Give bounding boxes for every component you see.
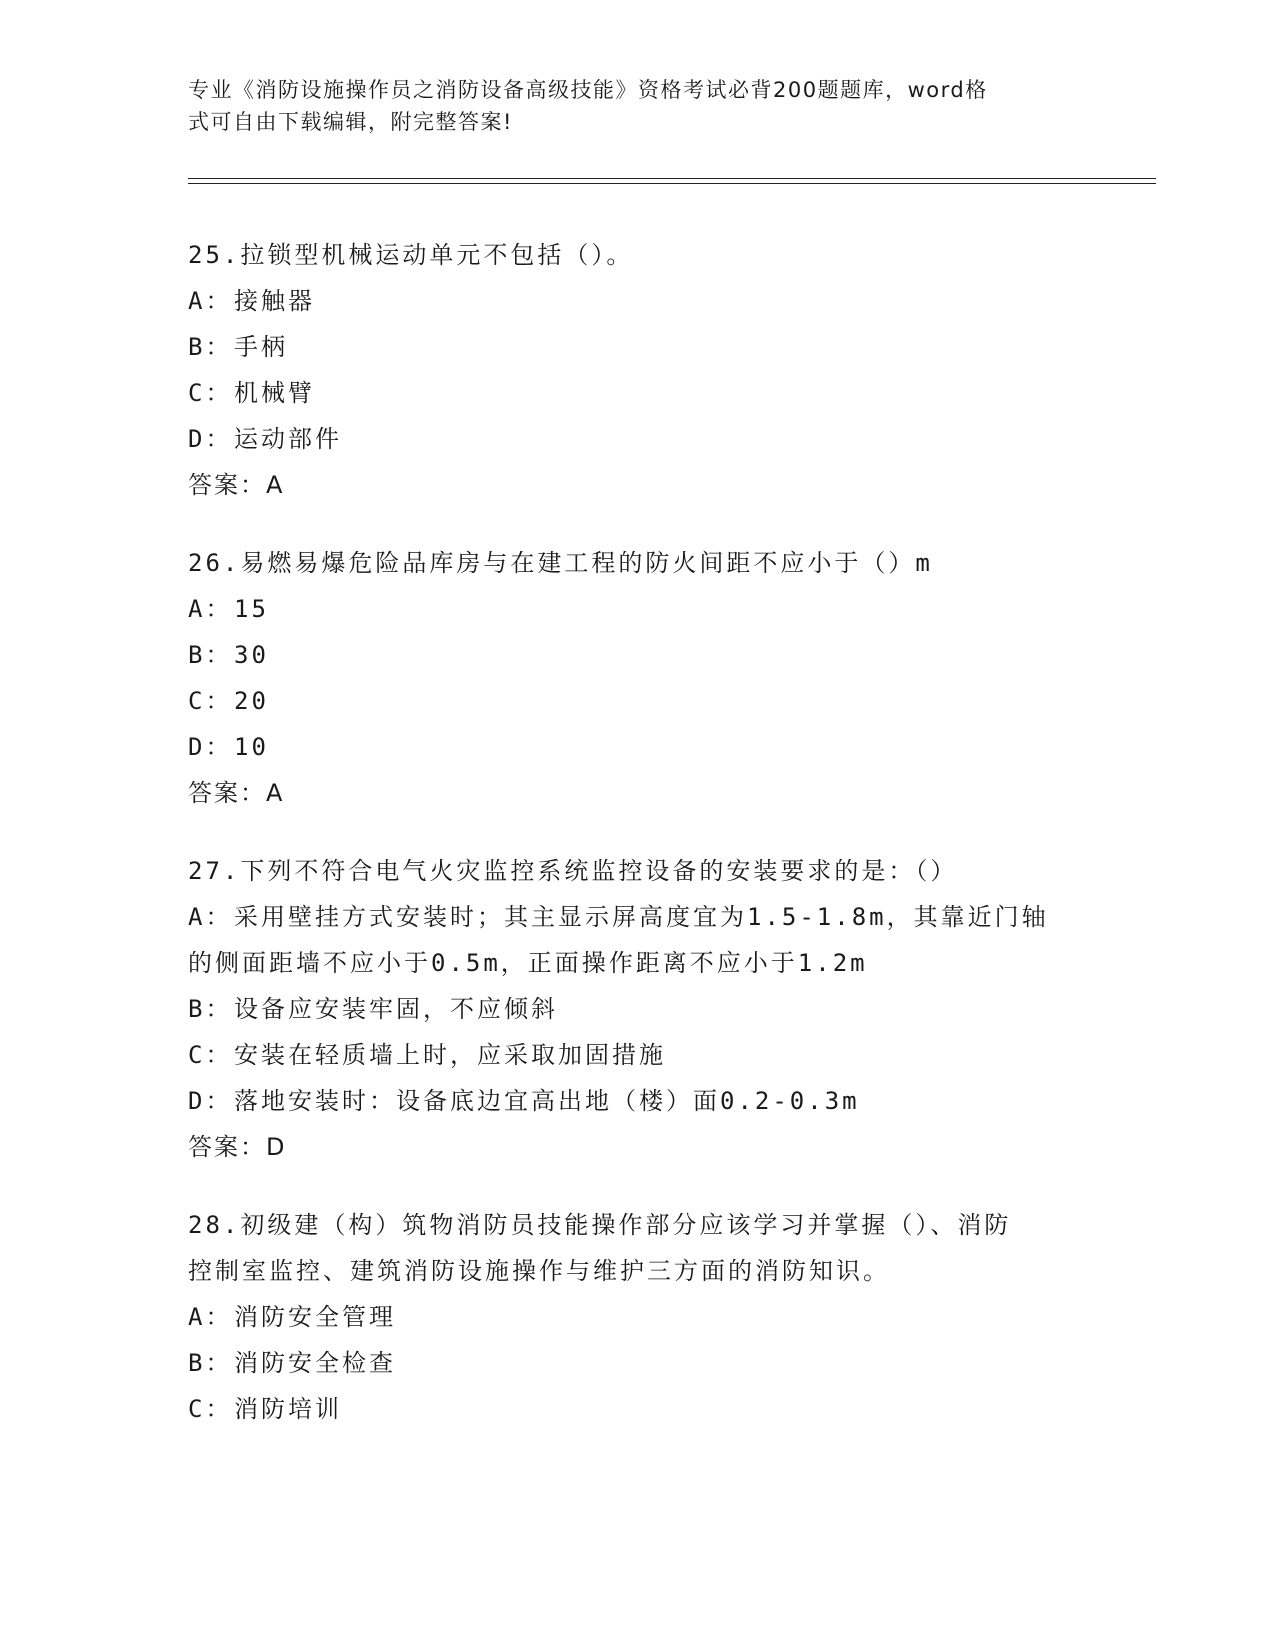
- option-text: 30: [234, 641, 269, 669]
- option-text: 采用壁挂方式安装时；其主显示屏高度宜为1.5-1.8m，其靠近门轴: [234, 903, 1049, 931]
- answer-option: [188, 1340, 1088, 1386]
- answer-option: [188, 986, 1088, 1032]
- option-text: 的侧面距墙不应小于0.5m，正面操作距离不应小于1.2m: [188, 949, 868, 977]
- question-item: [188, 540, 1088, 816]
- option-key: A：: [188, 903, 233, 931]
- option-key: C：: [188, 687, 233, 715]
- answer-option: [188, 1386, 1088, 1432]
- answer-option: [188, 724, 1088, 770]
- option-text: 手柄: [234, 333, 288, 361]
- option-key: B：: [188, 995, 233, 1023]
- header-divider-bottom: [188, 183, 1156, 184]
- header-line-2: 式可自由下载编辑，附完整答案!: [188, 110, 513, 134]
- option-key: D：: [188, 1087, 233, 1115]
- option-text: 运动部件: [234, 425, 342, 453]
- option-text: 20: [234, 687, 269, 715]
- option-text: 消防培训: [234, 1395, 342, 1423]
- answer-option: [188, 940, 1088, 986]
- option-text: 10: [234, 733, 269, 761]
- question-item: [188, 232, 1088, 508]
- question-item: [188, 1202, 1088, 1432]
- header-divider-top: [188, 178, 1156, 179]
- document-header: [188, 74, 1068, 138]
- answer-option: [188, 894, 1088, 940]
- answer-option: [188, 1078, 1088, 1124]
- answer-line: 答案：A: [188, 779, 285, 807]
- answer-line: 答案：A: [188, 471, 285, 499]
- answer-option: [188, 370, 1088, 416]
- question-stem: 25.拉锁型机械运动单元不包括（）。: [188, 241, 634, 269]
- option-text: 消防安全检查: [234, 1349, 396, 1377]
- option-key: A：: [188, 287, 233, 315]
- option-text: 落地安装时：设备底边宜高出地（楼）面0.2-0.3m: [234, 1087, 860, 1115]
- question-item: [188, 848, 1088, 1170]
- option-key: D：: [188, 733, 233, 761]
- option-key: B：: [188, 641, 233, 669]
- option-key: C：: [188, 1395, 233, 1423]
- answer-option: [188, 278, 1088, 324]
- option-key: C：: [188, 379, 233, 407]
- option-key: B：: [188, 333, 233, 361]
- option-text: 15: [234, 595, 269, 623]
- question-list: [188, 232, 1088, 1464]
- question-stem: 控制室监控、建筑消防设施操作与维护三方面的消防知识。: [188, 1257, 890, 1285]
- question-stem: 27.下列不符合电气火灾监控系统监控设备的安装要求的是：（）: [188, 857, 958, 885]
- option-text: 机械臂: [234, 379, 315, 407]
- option-key: A：: [188, 595, 233, 623]
- question-stem: 26.易燃易爆危险品库房与在建工程的防火间距不应小于（）m: [188, 549, 933, 577]
- option-text: 设备应安装牢固，不应倾斜: [234, 995, 558, 1023]
- answer-option: [188, 1032, 1088, 1078]
- answer-option: [188, 1294, 1088, 1340]
- header-line-1: 专业《消防设施操作员之消防设备高级技能》资格考试必背200题题库，word格: [188, 78, 988, 102]
- option-key: B：: [188, 1349, 233, 1377]
- option-text: 接触器: [234, 287, 315, 315]
- answer-option: [188, 586, 1088, 632]
- option-text: 安装在轻质墙上时，应采取加固措施: [234, 1041, 666, 1069]
- answer-option: [188, 678, 1088, 724]
- answer-option: [188, 632, 1088, 678]
- option-key: D：: [188, 425, 233, 453]
- question-stem: 28.初级建（构）筑物消防员技能操作部分应该学习并掌握（）、消防: [188, 1211, 1012, 1239]
- option-key: A：: [188, 1303, 233, 1331]
- option-text: 消防安全管理: [234, 1303, 396, 1331]
- answer-line: 答案：D: [188, 1133, 287, 1161]
- answer-option: [188, 324, 1088, 370]
- answer-option: [188, 416, 1088, 462]
- option-key: C：: [188, 1041, 233, 1069]
